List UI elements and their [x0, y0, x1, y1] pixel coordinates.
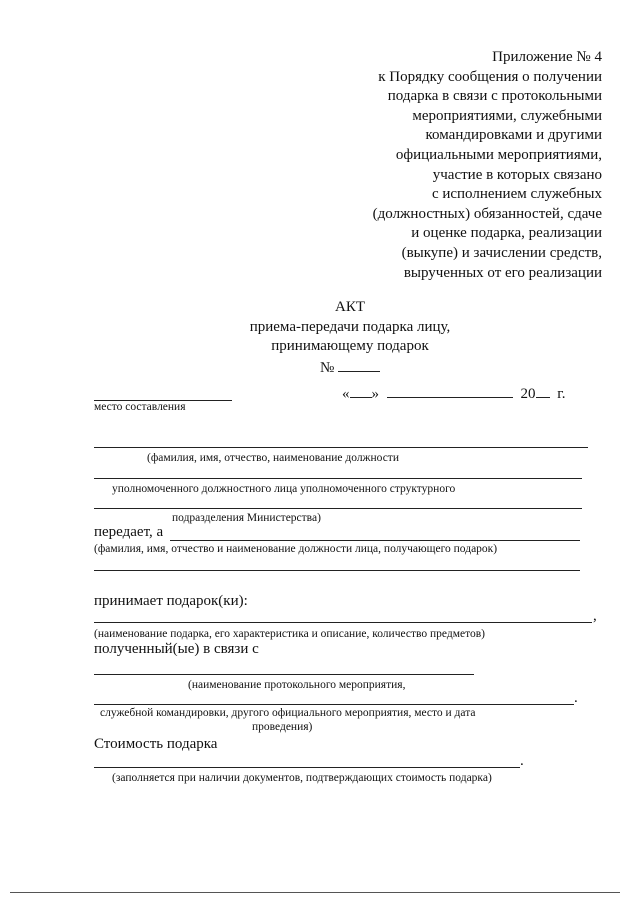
appendix-line: подарка в связи с протокольными — [387, 88, 602, 105]
gift-field[interactable] — [94, 622, 592, 623]
received-label: полученный(ые) в связи с — [94, 641, 259, 657]
caption-event: (наименование протокольного мероприятия, — [188, 679, 406, 691]
caption-cost: (заполняется при наличии документов, подтверждающих стоимость подарка) — [112, 772, 492, 784]
close-quote: » — [371, 386, 379, 402]
appendix-line: к Порядку сообщения о получении — [378, 68, 602, 85]
document-title — [200, 298, 500, 378]
cost-label: Стоимость подарка — [94, 736, 218, 752]
page-bottom-rule — [10, 892, 620, 893]
event-field[interactable] — [94, 674, 474, 675]
place-caption: место составления — [94, 401, 186, 413]
accepts-label: принимает подарок(ки): — [94, 593, 248, 609]
appendix-line: официальными мероприятиями, — [395, 146, 602, 163]
month-field[interactable] — [387, 383, 513, 398]
gift-comma: , — [593, 608, 597, 624]
number-field[interactable] — [338, 357, 380, 372]
transferor-field-3[interactable] — [94, 508, 582, 509]
title-line3: принимающему подарок — [271, 338, 429, 354]
caption-gift: (наименование подарка, его характеристика и описание, количество предметов) — [94, 628, 485, 640]
act-number — [200, 357, 500, 379]
appendix-line: (должностных) обязанностей, сдаче — [372, 205, 602, 222]
caption-fio: (фамилия, имя, отчество, наименование должности — [147, 452, 399, 464]
cost-period: . — [520, 753, 524, 769]
year-prefix: 20 — [520, 386, 536, 402]
caption-trip: служебной командировки, другого официального мероприятия, место и дата — [100, 707, 476, 719]
open-quote: « — [342, 386, 350, 402]
receiver-field[interactable] — [170, 540, 580, 541]
caption-trip-2: проведения) — [252, 721, 313, 733]
receiver-field-2[interactable] — [94, 570, 580, 571]
event-field-2[interactable] — [94, 704, 574, 705]
appendix-number: Приложение № 4 — [492, 49, 602, 65]
transferor-field[interactable] — [94, 447, 588, 448]
caption-receiver: (фамилия, имя, отчество и наименование должности лица, получающего подарок) — [94, 543, 498, 555]
appendix-line: участие в которых связано — [432, 166, 602, 183]
year-suffix: г. — [557, 386, 566, 402]
title-line2: приема-передачи подарка лицу, — [249, 318, 451, 335]
title-act: АКТ — [335, 299, 365, 315]
date-field — [342, 383, 565, 403]
year-field[interactable] — [536, 383, 550, 398]
day-field[interactable] — [350, 383, 372, 398]
caption-official: уполномоченного должностного лица уполномоченного структурного — [112, 483, 456, 495]
cost-field[interactable] — [94, 767, 520, 768]
appendix-header — [302, 48, 602, 283]
event-period: . — [574, 690, 578, 706]
transferor-field-2[interactable] — [94, 478, 582, 479]
caption-division: подразделения Министерства) — [172, 512, 321, 524]
number-label: № — [319, 359, 335, 376]
appendix-line: командировками и другими — [425, 127, 602, 144]
appendix-line: с исполнением служебных — [431, 186, 602, 203]
transfers-label: передает, а — [94, 524, 164, 540]
appendix-line: мероприятиями, служебными — [412, 107, 602, 124]
appendix-line: и оценке подарка, реализации — [411, 225, 602, 242]
appendix-line: (выкупе) и зачислении средств, — [401, 244, 602, 261]
appendix-line: вырученных от его реализации — [403, 264, 602, 281]
